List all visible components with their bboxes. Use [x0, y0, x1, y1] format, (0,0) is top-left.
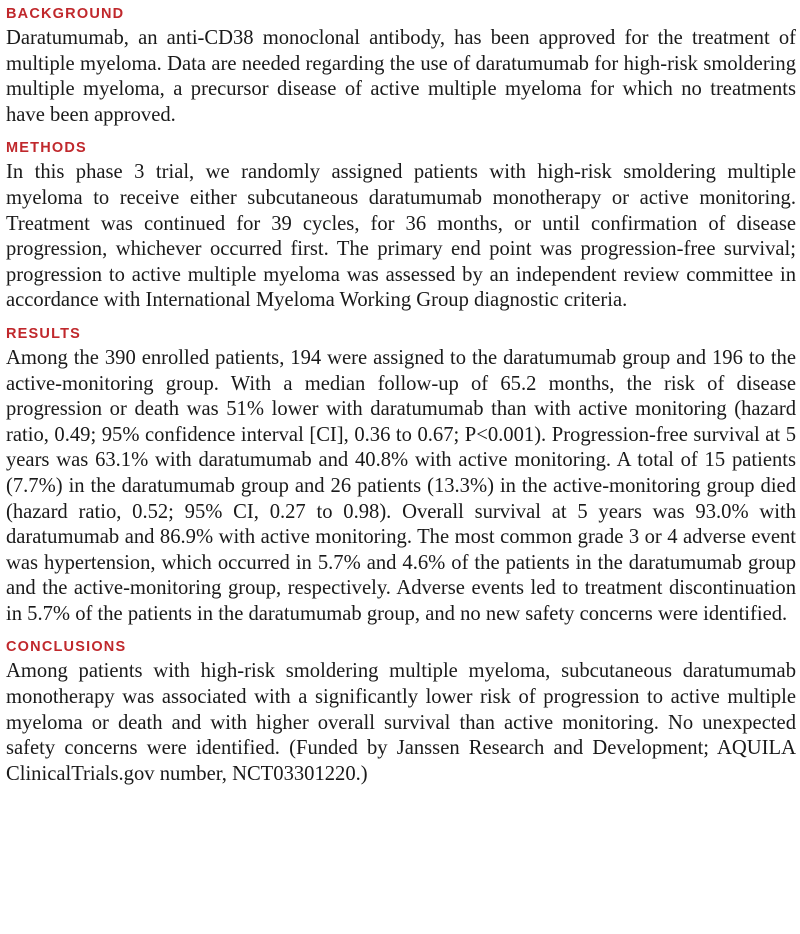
conclusions-text: Among patients with high-risk smoldering multiple myeloma, subcutaneous daratumumab monotherapy was associated with a significantly lower risk of progression to active multiple myeloma or death and with higher overall survival than active monitoring. No unexpected safety concerns were identified. (Funded by Janssen Research and Development; AQUILA ClinicalTrials.gov number, NCT03301220.) [6, 660, 796, 785]
methods-text: In this phase 3 trial, we randomly assigned patients with high-risk smoldering multiple myeloma to receive either subcutaneous daratumumab monotherapy or active monitoring. Treatment was continued for 39 cycles, for 36 months, or until confirmation of disease progression, whichever occurred first. The primary end point was progression-free survival; progression to active multiple myeloma was assessed by an independent review committee in accordance with International Myeloma Working Group diagnostic criteria. [6, 161, 796, 312]
background-section [6, 4, 796, 128]
results-heading: RESULTS [6, 325, 81, 342]
results-section [6, 324, 796, 628]
results-text: Among the 390 enrolled patients, 194 were assigned to the daratumumab group and 196 to the active-monitoring group. With a median follow-up of 65.2 months, the risk of disease progression or death was 51% lower with daratumumab than with active monitoring (hazard ratio, 0.49; 95% confidence interval [CI], 0.36 to 0.67; P<0.001). Progression-free survival at 5 years was 63.1% with daratumumab and 40.8% with active monitoring. A total of 15 patients (7.7%) in the daratumumab group and 26 patients (13.3%) in the active-monitoring group died (hazard ratio, 0.52; 95% CI, 0.27 to 0.98). Overall survival at 5 years was 93.0% with daratumumab and 86.9% with active monitoring. The most common grade 3 or 4 adverse event was hypertension, which occurred in 5.7% and 4.6% of the patients in the daratumumab group and the active-monitoring group, respectively. Adverse events led to treatment discontinuation in 5.7% of the patients in the daratumumab group, and no new safety concerns were identified. [6, 346, 796, 625]
methods-heading: METHODS [6, 140, 87, 157]
background-text: Daratumumab, an anti-CD38 monoclonal antibody, has been approved for the treatment of multiple myeloma. Data are needed regarding the use of daratumumab for high-risk smoldering multiple myeloma, a precursor disease of active multiple myeloma for which no treatments have been approved. [6, 27, 796, 126]
abstract [6, 4, 796, 797]
methods-section [6, 138, 796, 314]
background-heading: BACKGROUND [6, 6, 125, 22]
conclusions-heading: CONCLUSIONS [6, 639, 127, 656]
conclusions-section [6, 637, 796, 787]
